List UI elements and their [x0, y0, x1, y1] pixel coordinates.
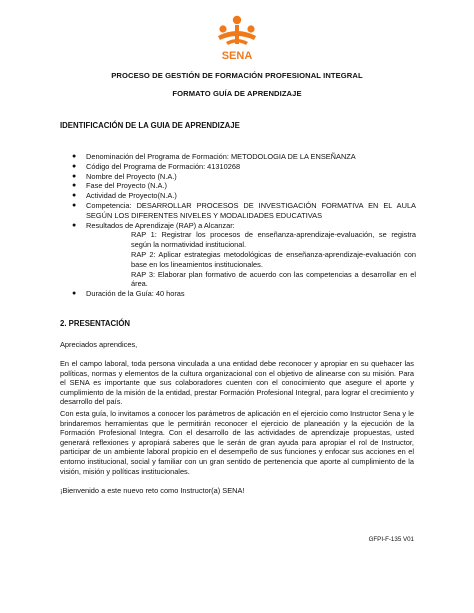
bullet-icon: ● [72, 290, 77, 298]
bullet-icon: ● [72, 221, 77, 229]
list-item: ● Fase del Proyecto (N.A.) [72, 181, 167, 191]
document-subtitle: FORMATO GUÍA DE APRENDIZAJE [172, 89, 302, 98]
bullet-icon: ● [72, 201, 77, 209]
rap-list [86, 230, 416, 289]
svg-text:SENA: SENA [221, 50, 253, 62]
presentation-paragraph-2: Con esta guía, lo invitamos a conocer los parámetros de aplicación en el ejercicio como Instructor Sena y le brindaremos herramientas que le permitirán reconocer el ejercicio de planeación y la ejecución de la Formación Profesional Integra. Con el desarrollo de las actividades de aprendizaje propuestas, usted generará reflexiones y apropiará saberes que le serán de gran ayuda para apropiar el rol de Instructor, participar de un ambiente laboral propicio en el desempeño de sus funciones y enfocar sus acciones en el entorno institucional, social y familiar con un gran sentido de pertenencia que aporte al cumplimiento de la visión, misión y políticas institucionales. [60, 409, 414, 476]
list-item: ● Actividad de Proyecto(N.A.) [72, 191, 177, 201]
list-item: ● Nombre del Proyecto (N.A.) [72, 171, 177, 181]
rap-item: RAP 1: Registrar los procesos de enseñanza-aprendizaje-evaluación, se registra según la normatividad institucional. [131, 230, 416, 250]
bullet-icon: ● [72, 172, 77, 180]
closing-line: ¡Bienvenido a este nuevo reto como Instructor(a) SENA! [60, 486, 245, 495]
presentation-paragraph-1: En el campo laboral, toda persona vinculada a una entidad debe reconocer y apropiar en su quehacer las políticas, normas y elementos de la cultura organizacional con el objetivo de alinearse con su misión. Para el SENA es importante que sus colaboradores cuenten con el conocimiento que asegure el aporte y cumplimiento de la misión de la entidad, prestar Formación Profesional Integral, para lograr el crecimiento y desarrollo del país. [60, 359, 414, 407]
form-code: GFPI-F-135 V01 [368, 536, 414, 543]
sena-logo [204, 14, 270, 66]
document-title: PROCESO DE GESTIÓN DE FORMACIÓN PROFESIONAL INTEGRAL [111, 71, 363, 80]
bullet-icon: ● [72, 182, 77, 190]
bullet-icon: ● [72, 162, 77, 170]
list-item: ● Duración de la Guía: 40 horas [72, 289, 185, 299]
rap-item: RAP 3: Elaborar plan formativo de acuerdo con las competencias a desarrollar en el área. [131, 269, 416, 289]
list-item: ● Código del Programa de Formación: 41310268 [72, 161, 241, 171]
bullet-icon: ● [72, 192, 77, 200]
list-item: ● Denominación del Programa de Formación: METODOLOGIA DE LA ENSEÑANZA [72, 152, 356, 161]
rap-item: RAP 2: Aplicar estrategias metodológicas de enseñanza-aprendizaje-evaluación con base en los lineamientos institucionales. [131, 249, 416, 269]
bullet-icon: ● [72, 153, 77, 160]
list-item: ● Competencia: DESARROLLAR PROCESOS DE INVESTIGACIÓN FORMATIVA EN EL AULA SEGÚN LOS DIFERENTES NIVELES Y MODALIDADES EDUCATIVAS [72, 200, 416, 220]
section2-heading: 2. PRESENTACIÓN [60, 319, 131, 328]
section1-heading: IDENTIFICACIÓN DE LA GUIA DE APRENDIZAJE [60, 121, 240, 130]
greeting: Apreciados aprendices, [60, 340, 138, 349]
identification-list [72, 152, 416, 299]
list-item: ● Resultados de Aprendizaje (RAP) a Alcanzar: RAP 1: Registrar los procesos de enseñanza-aprendizaje-evaluación, se registra según la normatividad institucional. RAP 2: Aplicar estrategias metodológicas de enseñanza-aprendizaje-evaluación con base en los lineamientos institucionales. RAP 3: Elaborar plan formativo de acuerdo con las competencias a desarrollar en el área. [72, 220, 416, 289]
